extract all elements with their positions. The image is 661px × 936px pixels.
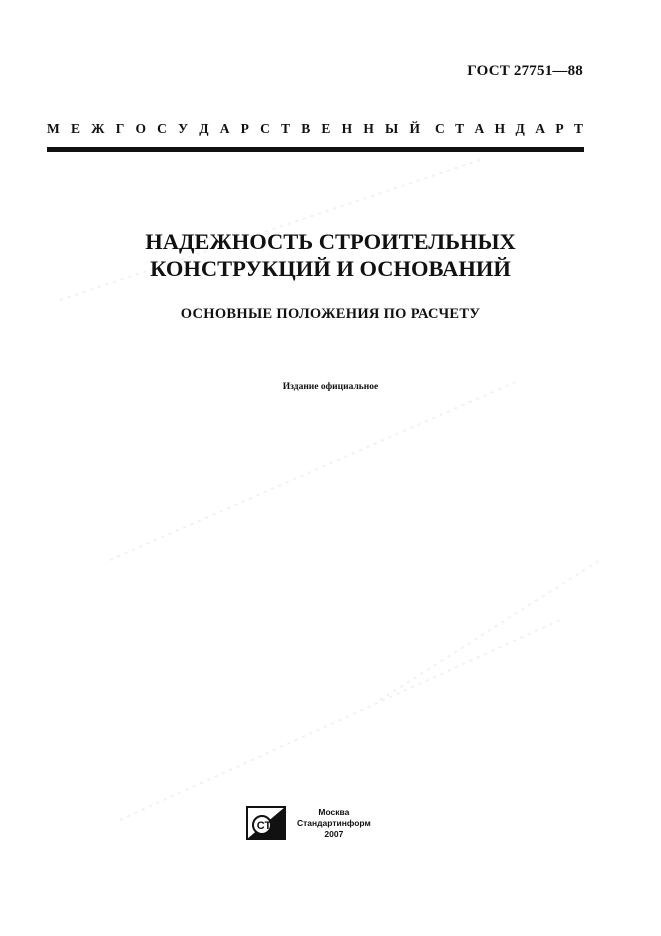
document-title-line-1: НАДЕЖНОСТЬ СТРОИТЕЛЬНЫХ: [145, 229, 516, 254]
document-subtitle: ОСНОВНЫЕ ПОЛОЖЕНИЯ ПО РАСЧЕТУ: [180, 306, 481, 322]
document-number: ГОСТ 27751—88: [467, 63, 583, 79]
standard-type-letter: М: [47, 121, 60, 136]
publisher-year: 2007: [324, 828, 344, 839]
standard-type-heading: [47, 121, 583, 137]
standard-type-letter: Е: [70, 121, 80, 136]
standard-type-letter: Ж: [91, 121, 105, 136]
standard-type-letter: Т: [281, 121, 291, 136]
publisher-city: Москва: [318, 806, 350, 817]
standard-type-letter: Д: [515, 121, 525, 136]
publisher-name: Стандартинформ: [297, 817, 371, 828]
edition-note: Издание официальное: [282, 382, 379, 392]
standard-type-letter: Н: [341, 121, 353, 136]
standard-type-letter: Т: [455, 121, 465, 136]
standard-type-letter: Ы: [385, 121, 399, 136]
document-title-line-2: КОНСТРУКЦИЙ И ОСНОВАНИЙ: [150, 256, 511, 281]
heading-rule: [47, 147, 584, 152]
standard-type-letter: Й: [409, 121, 420, 136]
standard-type-letter: С: [260, 121, 270, 136]
standard-type-letter: А: [219, 121, 230, 136]
standard-type-letter: Г: [115, 121, 125, 136]
document-title: [0, 228, 661, 282]
logo-lettering: СТ: [256, 820, 272, 832]
standard-type-letter: Н: [363, 121, 374, 136]
standard-type-letter: У: [178, 121, 189, 136]
standard-type-letter: Т: [573, 121, 583, 136]
standartinform-logo: [246, 806, 286, 840]
standard-type-letter: О: [135, 121, 146, 136]
standard-type-letter: Р: [240, 121, 249, 136]
publisher-block: [246, 806, 371, 840]
standard-type-word-1: [47, 121, 420, 137]
standard-type-letter: А: [535, 121, 545, 136]
publisher-text: [297, 807, 371, 840]
standard-type-word-2: [435, 121, 583, 137]
standard-type-letter: Р: [555, 121, 564, 136]
standard-type-letter: Д: [199, 121, 209, 136]
standard-type-letter: С: [435, 121, 445, 136]
standard-type-letter: Н: [494, 121, 506, 136]
standard-type-letter: С: [157, 121, 167, 136]
standard-type-letter: А: [474, 121, 485, 136]
standard-type-letter: В: [301, 121, 311, 136]
standard-type-letter: Е: [321, 121, 331, 136]
